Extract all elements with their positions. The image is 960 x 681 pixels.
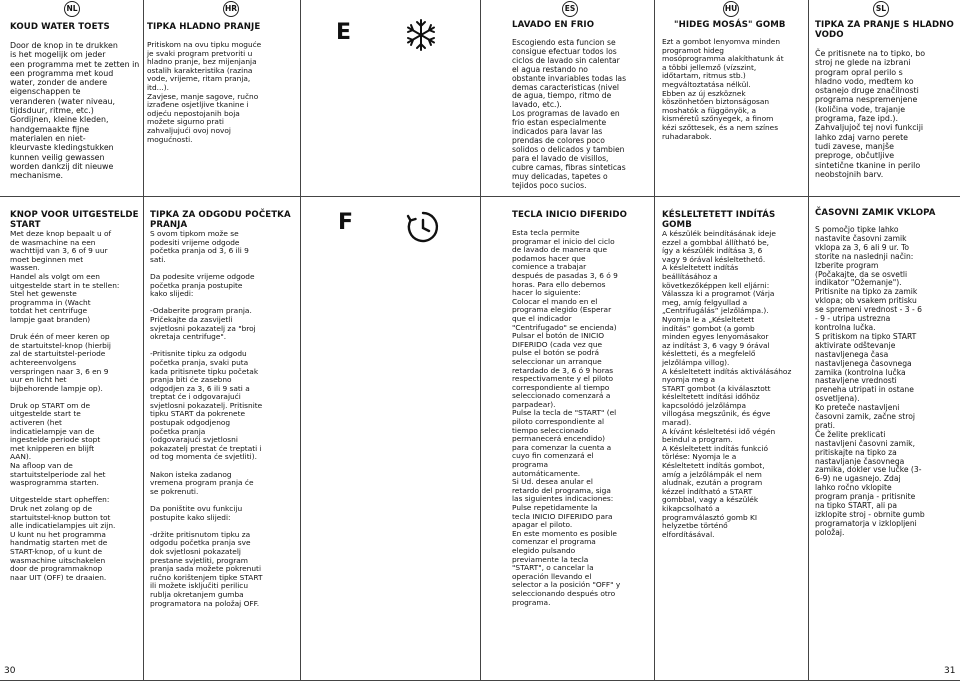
section-text: Met deze knop bepaalt u of de wasmachine na een wachttijd van 3, 6 of 9 uur moet beginnen met wassen. Handel als volgt om een uitgestelde start in te stellen: Stel het gewenste programma in (Wacht totdat het centrifuge lampje gaat branden) Druk één of meer keren op de startuitstel-knop (hierbij zal de startuitstel-periode achtereenvolgens verspringen naar 3, 6 en 9 uur en licht het bijbehorende lampje op). Druk op START om de uitgestelde start te activeren (het indicatielampje van de ingestelde periode stopt met knipperen en blijft AAN). Na afloop van de startuitstelperiode zal het wasprogramma starten. Uitgestelde start opheffen: Druk net zolang op de startuitstel-knop button tot alle indicatielampjes uit zijn. U kunt nu het programma handmatig starten met de START-knop, of u kunt de wasmachine uitschakelen door de programmaknop naar UIT (OFF) te draaien. [10,229,120,582]
section-title: KÉSLELTETETT INDÍTÁS GOMB [662,210,776,230]
section-title: KOUD WATER TOETS [10,22,110,32]
section-text: Door de knop in te drukken is het mogelijk om jeder een programma met te zetten in een programma met koud water, zonder de andere eigenschappen te veranderen (water niveau, tijdsduur, ritme, etc.) Gordijnen, kleine kleden, handgemaakte fijne materialen en niet- kleurvaste kledingstukken kunnen veilig gewassen worden dankzij dit nieuwe mechanisme. [10,41,140,181]
section-title: TIPKA ZA ODGODU POČETKA PRANJA [150,210,291,230]
page-number-right: 31 [944,666,956,676]
column-divider [300,0,301,680]
section-nl-delayed-start [10,210,142,582]
language-badge-es: ES [562,1,578,17]
language-badge-nl: NL [64,1,80,17]
section-hu-cold-wash [662,20,806,141]
language-badge-hr: HR [223,1,239,17]
section-text: S pomočjo tipke lahko nastavite časovni zamik vklopa za 3, 6 ali 9 ur. To storite na naslednji način: Izberite program (Počakajte, da se osvetli indikator "Ožemanje"). Pritisnite na tipko za zamik vklopa; ob vsakem pritisku se spremeni vrednost - 3 - 6 - 9 - utripa ustrezna kontrolna lučka. S pritiskom na tipko START aktivirate odštevanje nastavljenega časa nastavljenega časovnega zamika (kontrolna lučka nastavljene vrednosti preneha utripati in ostane osvetljena). Ko preteče nastavljeni časovni zamik, začne stroj prati. Če želite preklicati nastavljeni časovni zamik, pritiskajte na tipko za nastavljanje časovnega zamika, dokler vse lučke (3- 6-9) ne ugasnejo. Zdaj lahko ročno vklopite program pranja - pritisnite na tipko START, ali pa izklopite stroj - obrnite gumb programatorja v izklopljeni položaj. [815,225,925,537]
column-divider [143,0,144,680]
section-text: Pritiskom na ovu tipku moguće je svaki program pretvoriti u hladno pranje, bez mijenjanja ostalih karakteristika (razina vode, vrijeme, ritam pranja, itd...). Zavjese, manje sagove, ručno izrađene osjetljive tkanine i odjeću nepostojanih boja možete sigurno prati zahvaljujući ovoj novoj mogućnosti. [147,40,262,144]
section-hr-delayed-start [150,210,298,608]
section-hr-cold-wash [147,22,297,144]
language-badge-hu: HU [723,1,739,17]
language-badge-sl: SL [873,1,889,17]
section-title: TECLA INICIO DIFERIDO [512,210,627,220]
section-title: TIPKA HLADNO PRANJE [147,22,261,32]
center-divider [480,0,481,680]
snowflake-icon [404,18,438,52]
section-text: Ezt a gombot lenyomva minden programot hideg mosóprogramma alakíthatunk át a többi jellemző (vízszint, időtartam, ritmus stb.) megváltoztatása nélkül. Ebben az új eszköznek köszönhetően biztonságosan moshatók a függönyök, a kisméretű szőnyegek, a finom kézi szőttesek, és a nem színes ruhadarabok. [662,37,784,141]
section-title: ČASOVNI ZAMIK VKLOPA [815,208,936,218]
section-text: S ovom tipkom može se podesiti vrijeme odgode početka pranja od 3, 6 ili 9 sati. Da podesite vrijeme odgode početka pranja postupite kako slijedi: -Odaberite program pranja. Pričekajte da zasvijetli svjetlosni pokazatelj za "broj okretaja centrifuge". -Pritisnite tipku za odgodu početka pranja, svaki puta kada pritisnete tipku početak pranja biti će zasebno odgodjen za 3, 6 ili 9 sati a treptat će i odgovarajući svjetlosni pokazatelj. Pritisnite tipku START da pokrenete postupak odgodjenog početka pranja (odgovarajući svjetlosni pokazatelj prestat će treptati i od tog momenta će svjetliti). Nakon isteka zadanog vremena program pranja će se pokrenuti. Da poništite ovu funkciju postupite kako slijedi: -držite pritisnutom tipku za odgodu početka pranja sve dok svjetlosni pokazatelj prestane svjetliti, program pranja sada možete pokrenuti ručno korištenjem tipke START ili možete isključiti perilicu rublja okretanjem gumba programatora na položaj OFF. [150,229,263,608]
function-letter-f: F [338,210,354,235]
section-hu-delayed-start [662,210,806,539]
column-divider [654,0,655,680]
section-nl-cold-wash [10,22,140,180]
section-sl-delayed-start [815,208,959,538]
section-text: Če pritisnete na to tipko, bo stroj ne glede na izbrani program opral perilo s hladno vodo, medtem ko ostanejo druge značilnosti programa nespremenjene (količina vode, trajanje programa, faze ipd.). Zahvaljujoč tej novi funkciji lahko zdaj varno perete tudi zavese, manjše preproge, občutljive sintetične tkanine in perilo neobstojnih barv. [815,49,926,179]
section-es-delayed-start [512,210,652,607]
section-title: LAVADO EN FRIO [512,20,595,30]
section-title: TIPKA ZA PRANJE S HLADNO VODO [815,20,954,40]
section-es-cold-wash [512,20,652,190]
page-number-left: 30 [4,666,16,676]
section-title: KNOP VOOR UITGESTELDE START [10,210,139,230]
section-sl-cold-wash [815,20,959,179]
section-text: A készülék beindításának ideje ezzel a gombbal állítható be, így a készülék indítása 3, 6 vagy 9 órával késleltethető. A késleltetett indítás beállításához a következőképpen kell eljárni: Válassza ki a programot (Várja meg, amíg felgyullad a „Centrifugálás” jelzőlámpa.). Nyomja le a „Késleltetett indítás” gombot (a gomb minden egyes lenyomásakor az indítást 3, 6 vagy 9 órával késletteti, és a megfelelő jelzőlámpa villog). A késleltetett indítás aktiválásához nyomja meg a START gombot (a kiválasztott késleltetett indítási időhöz kapcsolódó jelzőlámpa villogása megszűnik, és égve marad). A kívánt késleltetési idő végén beindul a program. A Késleltetett indítás funkció törlése: Nyomja le a Késleltetett indítás gombot, amíg a jelzőlámpák el nem aludnak, ezután a program kézzel indítható a START gombbal, vagy a készülék kikapcsolható a programválasztó gomb KI helyzetbe történő elfordításával. [662,229,792,539]
column-divider [808,0,809,680]
row-divider [0,196,960,197]
section-text: Escogiendo esta funcion se consigue efectuar todos los ciclos de lavado sin calentar el agua restando no obstante invariables todas las demas caracteristicas (nivel de agua, tiempo, ritmo de lavado, etc.). Los programas de lavado en frio estan especialmente indicados para lavar las prendas de colores poco solidos o delicados y tambien para el lavado de visillos, cubre camas, fibras sinteticas muy delicadas, tapetes o tejidos poco sucios. [512,38,627,190]
section-title: "HIDEG MOSÁS" GOMB [674,20,786,30]
section-text: Esta tecla permite programar el inicio del ciclo de lavado de manera que podamos hacer que comience a trabajar después de pasadas 3, 6 ó 9 horas. Para ello debemos hacer lo siguiente: Colocar el mando en el programa elegido (Esperar que el indicador "Centrifugado" se encienda) Pulsar el botón de INICIO DIFERIDO (cada vez que pulse el botón se podrá seleccionar un arranque retardado de 3, 6 ó 9 horas respectivamente y el piloto correspondiente al tiempo seleccionado comenzará a parpadear). Pulse la tecla de "START" (el piloto correspondiente al tiempo seleccionado permanecerá encendido) para comenzar la cuenta a cuyo fin comenzará el programa automáticamente. Si Ud. desea anular el retardo del programa, siga las siguientes indicaciones: Pulse repetidamente la tecla INICIO DIFERIDO para apagar el piloto. En este momento es posible comenzar el programa elegido pulsando previamente la tecla "START", o cancelar la operación llevando el selector a la posición "OFF" y seleccionando después otro programa. [512,228,621,607]
function-letter-e: E [336,20,352,45]
clock-arrow-icon [406,210,440,244]
